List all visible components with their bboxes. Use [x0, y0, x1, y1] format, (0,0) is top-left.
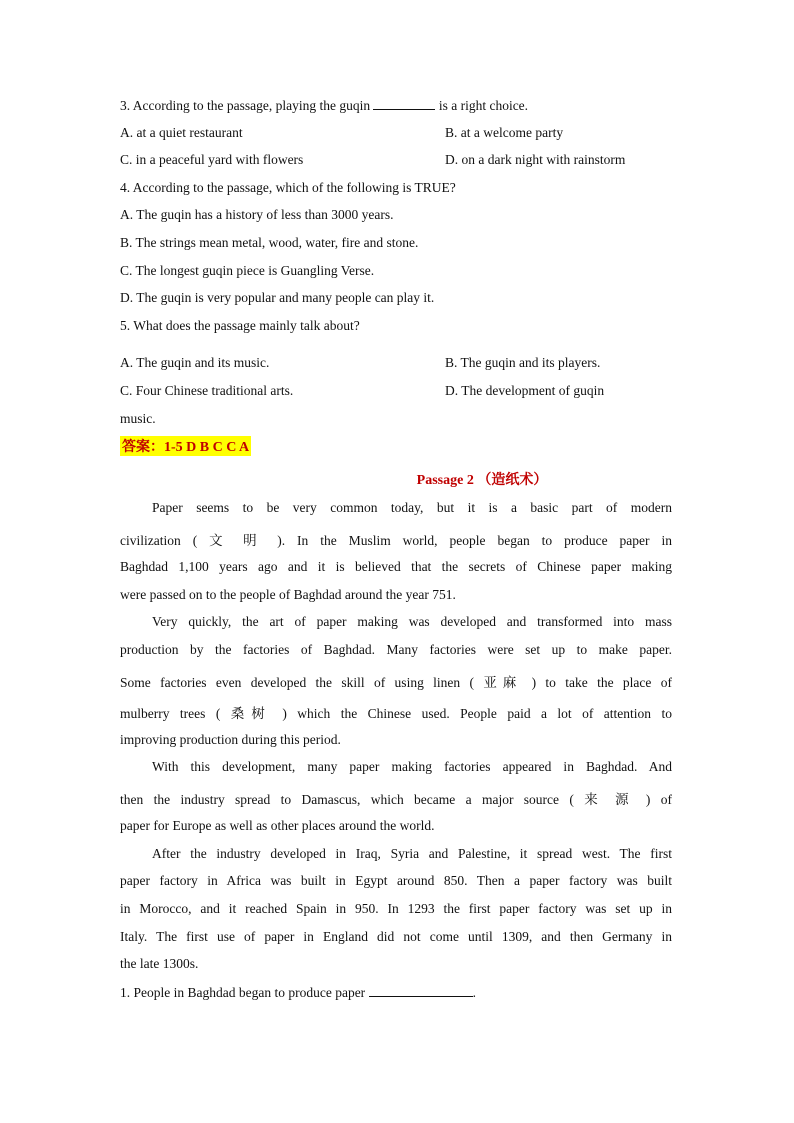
paragraph-3-line: paper for Europe as well as other places around the world.: [120, 818, 435, 833]
paragraph-2-line: improving production during this period.: [120, 732, 341, 747]
question-4-option-a: A. The guqin has a history of less than 3000 years.: [120, 207, 394, 222]
paragraph-2-line: Some factories even developed the skill of using linen ( 亚麻 ) to take the place of: [120, 675, 672, 690]
paragraph-1-line: were passed on to the people of Baghdad around the year 751.: [120, 587, 456, 602]
answer-key: 答案：1-5 D B C C A: [120, 436, 251, 456]
question-3-option-a: A. at a quiet restaurant: [120, 125, 243, 140]
passage-title: Passage 2 （造纸术）: [416, 473, 548, 488]
question-5-option-a: A. The guqin and its music.: [120, 355, 270, 370]
paragraph-1-line: Paper seems to be very common today, but it is a basic part of modern: [152, 500, 672, 515]
paragraph-4-line: in Morocco, and it reached Spain in 950. In 1293 the first paper factory was set up in: [120, 901, 672, 916]
paragraph-2-line: Very quickly, the art of paper making was developed and transformed into mass: [152, 614, 672, 629]
question-4-option-b: B. The strings mean metal, wood, water, fire and stone.: [120, 235, 419, 250]
question-3-stem-end: is a right choice.: [438, 98, 529, 113]
question-3-stem-start: 3. According to the passage, playing the guqin: [120, 98, 371, 113]
question-5-stem: 5. What does the passage mainly talk about?: [120, 318, 360, 333]
question-1-stem: [120, 984, 476, 1001]
paragraph-1-line: Baghdad 1,100 years ago and it is believed that the secrets of Chinese paper making: [120, 559, 672, 574]
question-5-option-d-continued: music.: [120, 411, 156, 426]
question-1-blank: [369, 984, 473, 997]
paragraph-1-line: civilization ( 文 明 ). In the Muslim world, people began to produce paper in: [120, 533, 672, 548]
question-1-stem-text: 1. People in Baghdad began to produce paper: [120, 985, 366, 1000]
question-5-option-d: D. The development of guqin: [445, 383, 605, 398]
question-3-option-d: D. on a dark night with rainstorm: [445, 152, 626, 167]
question-4-option-d: D. The guqin is very popular and many people can play it.: [120, 290, 435, 305]
question-3-stem: [120, 97, 528, 114]
paragraph-4-line: the late 1300s.: [120, 956, 199, 971]
question-4-stem: 4. According to the passage, which of the following is TRUE?: [120, 180, 456, 195]
question-5-option-c: C. Four Chinese traditional arts.: [120, 383, 294, 398]
question-3-blank: [373, 97, 435, 110]
paragraph-4-line: Italy. The first use of paper in England did not come until 1309, and then Germany in: [120, 929, 672, 944]
question-1-period: .: [472, 985, 476, 1000]
question-3-option-b: B. at a welcome party: [445, 125, 564, 140]
question-3-option-c: C. in a peaceful yard with flowers: [120, 152, 304, 167]
paragraph-3-line: then the industry spread to Damascus, which became a major source ( 来 源 ) of: [120, 792, 672, 807]
question-5-option-b: B. The guqin and its players.: [445, 355, 601, 370]
paragraph-2-line: production by the factories of Baghdad. Many factories were set up to make paper.: [120, 642, 672, 657]
question-4-option-c: C. The longest guqin piece is Guangling Verse.: [120, 263, 375, 278]
paragraph-4-line: After the industry developed in Iraq, Syria and Palestine, it spread west. The first: [152, 846, 672, 861]
paragraph-2-line: mulberry trees ( 桑树 ) which the Chinese used. People paid a lot of attention to: [120, 706, 672, 721]
paragraph-3-line: With this development, many paper making factories appeared in Baghdad. And: [152, 759, 672, 774]
paragraph-4-line: paper factory in Africa was built in Egypt around 850. Then a paper factory was built: [120, 873, 672, 888]
